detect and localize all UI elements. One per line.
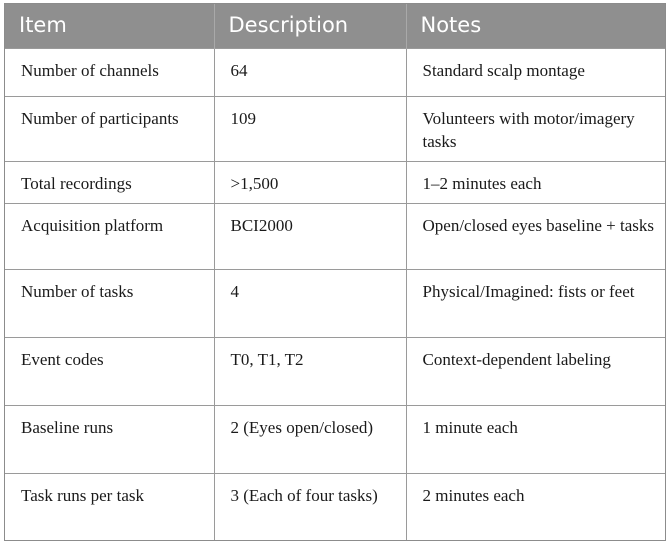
cell-description: 109	[214, 96, 406, 161]
cell-description: 64	[214, 48, 406, 96]
cell-notes: Volunteers with motor/imagery tasks	[406, 96, 665, 161]
cell-item: Acquisition platform	[5, 203, 214, 269]
cell-description: 3 (Each of four tasks)	[214, 473, 406, 541]
dataset-summary-table	[5, 4, 665, 541]
cell-notes: 1–2 minutes each	[406, 161, 665, 203]
cell-notes: Physical/Imagined: fists or feet	[406, 269, 665, 337]
table-row	[5, 96, 665, 161]
cell-notes: Context-dependent labeling	[406, 337, 665, 405]
cell-item: Task runs per task	[5, 473, 214, 541]
cell-notes: Standard scalp montage	[406, 48, 665, 96]
cell-notes: Open/closed eyes baseline + tasks	[406, 203, 665, 269]
cell-item: Baseline runs	[5, 405, 214, 473]
cell-item: Number of channels	[5, 48, 214, 96]
table-row	[5, 405, 665, 473]
table-row	[5, 161, 665, 203]
column-header-description: Description	[214, 4, 406, 48]
cell-description: BCI2000	[214, 203, 406, 269]
table-header-row	[5, 4, 665, 48]
table-row	[5, 473, 665, 541]
cell-description: T0, T1, T2	[214, 337, 406, 405]
cell-item: Number of tasks	[5, 269, 214, 337]
cell-description: >1,500	[214, 161, 406, 203]
table-row	[5, 269, 665, 337]
cell-item: Number of participants	[5, 96, 214, 161]
column-header-item: Item	[19, 12, 67, 37]
table-row	[5, 337, 665, 405]
cell-description: 4	[214, 269, 406, 337]
cell-item: Total recordings	[5, 161, 214, 203]
cell-notes: 1 minute each	[406, 405, 665, 473]
table-row	[5, 48, 665, 96]
table-row	[5, 203, 665, 269]
column-header-notes: Notes	[406, 4, 665, 48]
cell-description: 2 (Eyes open/closed)	[214, 405, 406, 473]
cell-notes: 2 minutes each	[406, 473, 665, 541]
cell-item: Event codes	[5, 337, 214, 405]
data-table-container	[4, 3, 666, 541]
